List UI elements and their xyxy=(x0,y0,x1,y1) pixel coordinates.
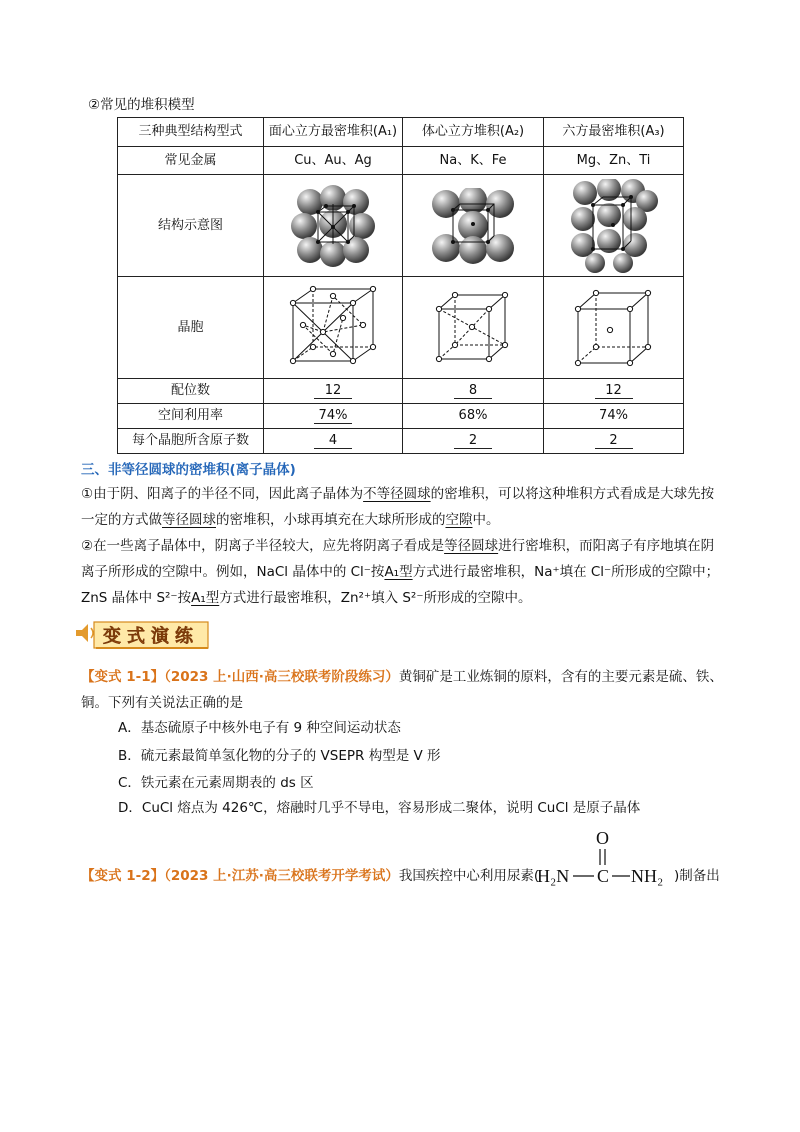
table-cell xyxy=(403,175,544,277)
fcc-unit-cell-diagram xyxy=(285,283,381,373)
exercise-source: （2023 上·山西·高三校联考阶段练习） xyxy=(164,669,399,685)
table-cell xyxy=(403,379,544,404)
text-run: ①由于阴、阳离子的半径不同，因此离子晶体为 xyxy=(81,486,364,502)
table-cell xyxy=(403,404,544,429)
text-run: 方式进行最密堆积，Zn²⁺填入 S²⁻所形成的空隙中。 xyxy=(219,590,532,606)
table-cell xyxy=(264,429,403,454)
option-a: A．基态硫原子中核外电子有 9 种空间运动状态 xyxy=(118,720,401,736)
urea-carbon: C xyxy=(597,866,610,886)
header-cell: 体心立方堆积(A₂) xyxy=(403,118,544,147)
answer-value: 4 xyxy=(314,434,352,449)
answer-value: 2 xyxy=(595,434,633,449)
banner-text: 变式演练 xyxy=(103,626,199,647)
fill-blank: 等径圆球 xyxy=(162,512,216,528)
variant-practice-banner xyxy=(74,618,214,654)
hcp-sphere-packing-image xyxy=(569,179,659,273)
answer-value: 12 xyxy=(595,384,633,399)
answer-value: 74% xyxy=(314,409,352,424)
fill-blank: 等径圆球 xyxy=(444,538,499,554)
text-run: 中。 xyxy=(472,512,500,528)
row-label: 空间利用率 xyxy=(118,404,264,429)
fill-blank: 空隙 xyxy=(445,512,473,528)
fill-blank: 不等径圆球 xyxy=(363,486,431,502)
section-title: 三、非等径圆球的密堆积(离子晶体) xyxy=(81,462,296,478)
text-run: 的密堆积，可以将这种堆积方式看成是大球先按一定的方式做 xyxy=(81,486,715,528)
fcc-sphere-packing-image xyxy=(288,184,378,268)
exercise-1-stem xyxy=(81,664,731,716)
header-cell: 面心立方最密堆积(A₁) xyxy=(264,118,403,147)
table-row-structure xyxy=(118,175,684,277)
table-row-metals xyxy=(118,147,684,175)
table-cell xyxy=(264,404,403,429)
table-cell xyxy=(544,379,684,404)
intro-text: ②常见的堆积模型 xyxy=(88,97,195,113)
packing-models-table xyxy=(117,117,684,454)
table-cell xyxy=(264,277,403,379)
table-cell xyxy=(403,277,544,379)
answer-value: 8 xyxy=(454,384,492,399)
option-d: D．CuCl 熔点为 426℃，熔融时几乎不导电，容易形成二聚体，说明 CuCl 是原子晶体 xyxy=(118,800,641,816)
table-row-space-utilization xyxy=(118,404,684,429)
exercise-stem: 黄铜矿是工业炼铜的原料，含有的主要元素是硫、铁、铜。下列有关说法正确的是 xyxy=(81,669,723,711)
table-row-coordination xyxy=(118,379,684,404)
answer-value: 74% xyxy=(599,408,628,424)
table-cell xyxy=(544,277,684,379)
speaker-icon xyxy=(74,618,214,650)
fill-blank: A₁型 xyxy=(191,590,220,606)
fill-blank: A₁型 xyxy=(384,564,413,580)
exercise-2-stem-end: )制备出 xyxy=(674,868,720,884)
header-cell: 六方最密堆积(A₃) xyxy=(544,118,684,147)
answer-value: 2 xyxy=(454,434,492,449)
exercise-stem: 我国疾控中心利用尿素( xyxy=(398,868,540,884)
table-cell xyxy=(264,175,403,277)
table-cell: Cu、Au、Ag xyxy=(264,147,403,175)
bcc-sphere-packing-image xyxy=(428,188,518,264)
exercise-tag: 【变式 1-2】 xyxy=(81,868,165,884)
table-cell xyxy=(403,429,544,454)
option-c: C．铁元素在元素周期表的 ds 区 xyxy=(118,775,314,791)
urea-structure-diagram xyxy=(535,826,671,890)
paragraph-2 xyxy=(81,533,721,611)
table-cell xyxy=(544,404,684,429)
text-run: ②在一些离子晶体中，阴离子半径较大，应先将阴离子看成是 xyxy=(81,538,445,554)
exercise-source: （2023 上·江苏·高三校联考开学考试） xyxy=(164,868,399,884)
table-cell: Mg、Zn、Ti xyxy=(544,147,684,175)
urea-oxygen: O xyxy=(596,828,609,848)
text-run: 进行密堆积，而阳离子有序地填在阴离子所形成的空隙中。例如，NaCl 晶体中的 Cl⁻按 xyxy=(81,538,715,580)
answer-value: 68% xyxy=(458,408,488,424)
exercise-2-stem xyxy=(81,864,539,884)
paragraph-1 xyxy=(81,481,721,533)
table-row-unit-cell xyxy=(118,277,684,379)
row-label: 常见金属 xyxy=(118,147,264,175)
exercise-tag: 【变式 1-1】 xyxy=(81,669,165,685)
row-label: 结构示意图 xyxy=(118,175,264,277)
urea-left-group: H₂N xyxy=(537,866,570,886)
table-cell: Na、K、Fe xyxy=(403,147,544,175)
answer-value: 12 xyxy=(314,384,352,399)
table-cell xyxy=(544,175,684,277)
text-run: 方式进行最密堆积，Na⁺填在 Cl⁻所形成的空隙中；ZnS 晶体中 S²⁻按 xyxy=(81,564,720,606)
bcc-unit-cell-diagram xyxy=(433,289,513,367)
option-b: B．硫元素最简单氢化物的分子的 VSEPR 构型是 V 形 xyxy=(118,748,441,764)
row-label: 配位数 xyxy=(118,379,264,404)
row-label: 晶胞 xyxy=(118,277,264,379)
row-label: 每个晶胞所含原子数 xyxy=(118,429,264,454)
table-row-atoms-per-cell xyxy=(118,429,684,454)
text-run: 的密堆积，小球再填充在大球所形成的 xyxy=(216,512,446,528)
hcp-unit-cell-diagram xyxy=(572,287,656,369)
table-cell xyxy=(264,379,403,404)
urea-right-group: NH₂ xyxy=(631,866,664,886)
table-cell xyxy=(544,429,684,454)
table-header-row xyxy=(118,118,684,147)
header-cell: 三种典型结构型式 xyxy=(118,118,264,147)
